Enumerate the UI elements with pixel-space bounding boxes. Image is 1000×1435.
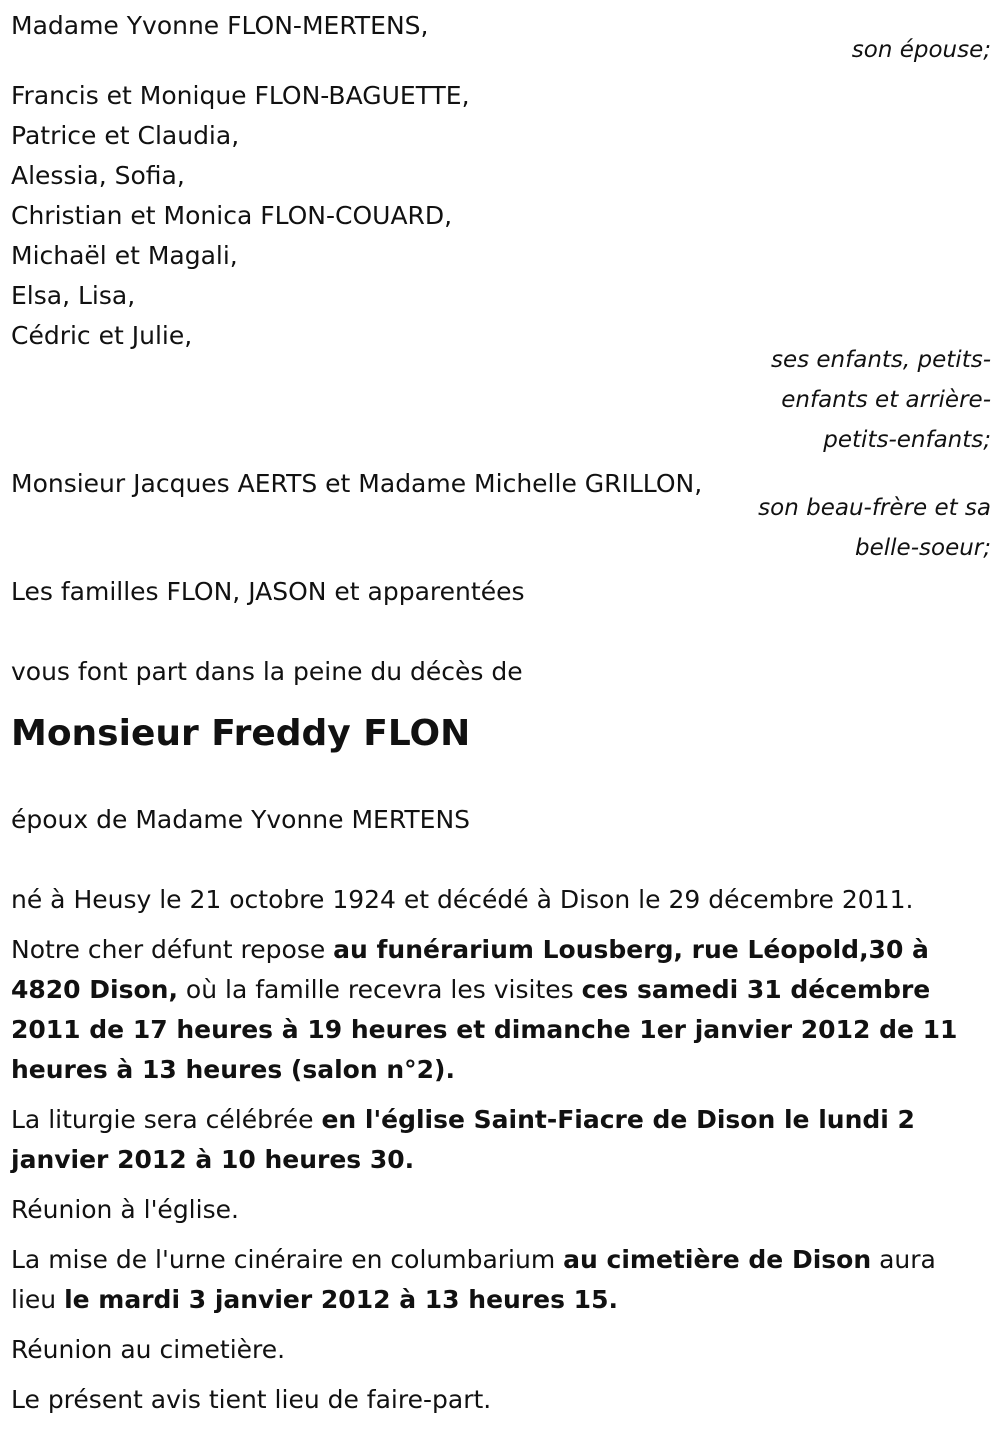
children-line: Michaël et Magali, <box>11 241 238 270</box>
rest-place: au funérarium Lousberg, rue Léopold,30 à 4820 Dison, <box>11 935 929 1004</box>
church-meeting: Réunion à l'église. <box>11 1195 239 1224</box>
spouse-role: son épouse; <box>851 37 991 63</box>
children-list <box>11 76 991 356</box>
rest-times: ces samedi 31 décembre 2011 de 17 heures à 19 heures et dimanche 1er janvier 2012 de 11 heures à 13 heures (salon n°2). <box>11 975 958 1084</box>
urn-paragraph <box>11 1240 986 1320</box>
inlaws-role-line: belle-soeur; <box>855 535 991 561</box>
obituary-notice <box>11 6 991 1430</box>
birth-death: né à Heusy le 21 octobre 1924 et décédé à Dison le 29 décembre 2011. <box>11 885 914 914</box>
rest-paragraph <box>11 930 986 1090</box>
deceased-name: Monsieur Freddy FLON <box>11 713 471 754</box>
urn-middle: aura lieu <box>11 1245 936 1314</box>
children-line: Christian et Monica FLON-COUARD, <box>11 201 453 230</box>
spouse-of: époux de Madame Yvonne MERTENS <box>11 805 471 834</box>
children-role <box>11 340 991 460</box>
inlaws-role-line: son beau-frère et sa <box>758 495 991 521</box>
children-role-line: petits-enfants; <box>823 427 991 453</box>
urn-time: le mardi 3 janvier 2012 à 13 heures 15. <box>64 1285 618 1314</box>
closing-line: Le présent avis tient lieu de faire-part. <box>11 1385 492 1414</box>
liturgy-details: en l'église Saint-Fiacre de Dison le lundi 2 janvier 2012 à 10 heures 30. <box>11 1105 915 1174</box>
families-line: Les familles FLON, JASON et apparentées <box>11 577 525 606</box>
liturgy-intro: La liturgie sera célébrée <box>11 1105 322 1134</box>
liturgy-paragraph <box>11 1100 986 1180</box>
inlaws-names: Monsieur Jacques AERTS et Madame Michelle GRILLON, <box>11 469 703 498</box>
rest-middle: où la famille recevra les visites <box>177 975 582 1004</box>
announcement: vous font part dans la peine du décès de <box>11 657 523 686</box>
children-role-line: ses enfants, petits- <box>770 347 991 373</box>
children-role-line: enfants et arrière- <box>781 387 991 413</box>
spacer <box>11 840 991 880</box>
children-line: Patrice et Claudia, <box>11 121 240 150</box>
urn-place: au cimetière de Dison <box>563 1245 872 1274</box>
rest-intro: Notre cher défunt repose <box>11 935 334 964</box>
children-line: Elsa, Lisa, <box>11 281 136 310</box>
spouse-name: Madame Yvonne FLON-MERTENS, <box>11 11 429 40</box>
urn-intro: La mise de l'urne cinéraire en columbarium <box>11 1245 564 1274</box>
children-line: Cédric et Julie, <box>11 321 193 350</box>
children-line: Alessia, Sofia, <box>11 161 185 190</box>
children-line: Francis et Monique FLON-BAGUETTE, <box>11 81 470 110</box>
cemetery-meeting: Réunion au cimetière. <box>11 1335 286 1364</box>
spacer <box>11 612 991 652</box>
